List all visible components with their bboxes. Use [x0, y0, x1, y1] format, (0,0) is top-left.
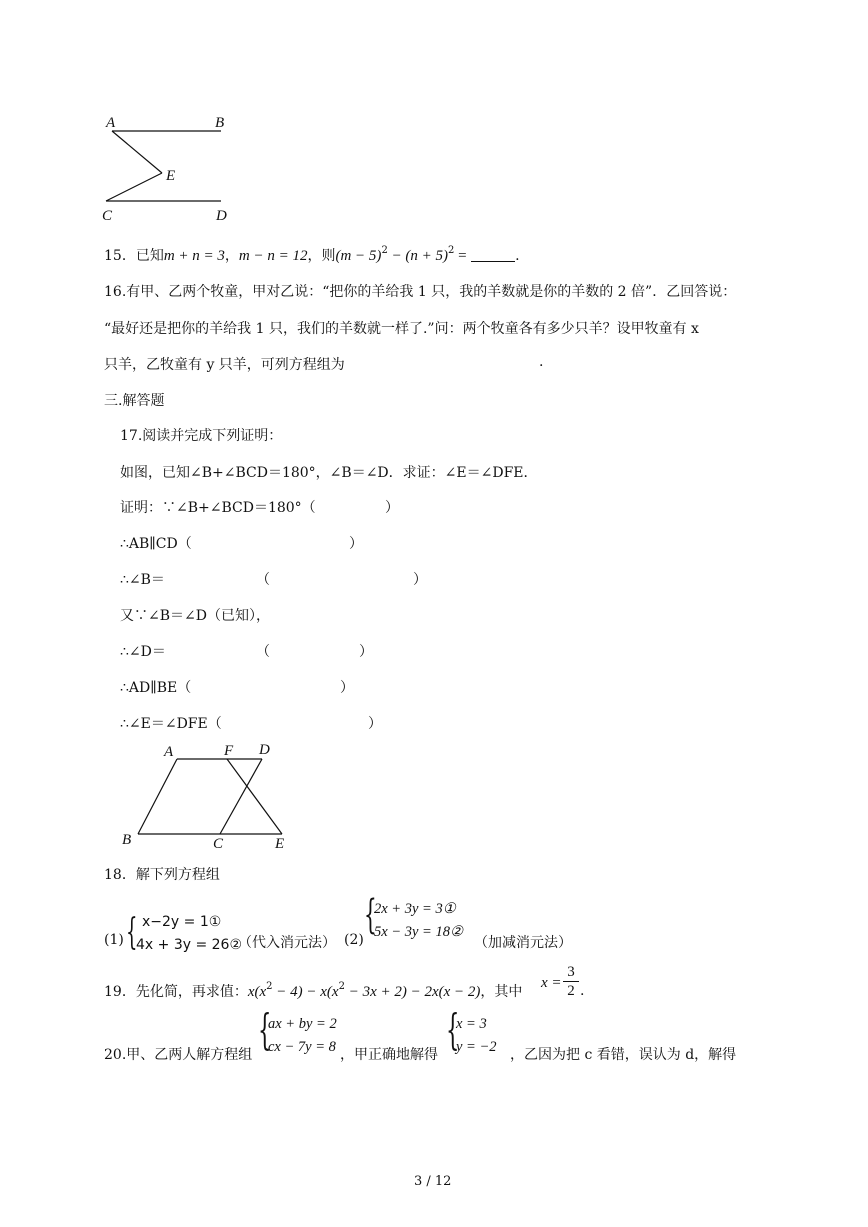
q17-step5-close: ） — [359, 644, 373, 660]
q15-sep: ， — [224, 248, 239, 264]
q19-denominator: 2 — [567, 983, 575, 999]
fig2-label-f: F — [224, 743, 234, 759]
q19-expr-a: x(x — [247, 984, 267, 1000]
q18-part1-brace: { — [126, 912, 138, 953]
q17-step5: ∴∠D＝ — [120, 644, 166, 660]
q20-system — [268, 1013, 337, 1059]
q17-step2-close: ） — [349, 536, 363, 552]
q19-fraction — [563, 963, 579, 1000]
q15-end: . — [515, 248, 520, 264]
fig2-label-d: D — [259, 742, 270, 758]
q20-tail: ，乙因为把 c 看错，误认为 d，解得 — [510, 1047, 737, 1063]
q15-prefix: 15．已知 — [104, 248, 164, 264]
q20-sol1: x = 3 — [456, 1016, 487, 1032]
fig2-label-c: C — [213, 836, 224, 852]
q19-where: ，其中 — [480, 984, 523, 1000]
label-d: D — [216, 208, 227, 224]
q15-exp2: 2 — [448, 245, 455, 256]
q18-part2-brace: { — [364, 892, 377, 938]
q18-part2-eq2: 5x − 3y = 18② — [374, 924, 463, 940]
q19-x-eq: x = — [541, 975, 562, 991]
q17-step6: ∴AD∥BE（ — [120, 680, 192, 696]
figure-ab-cd-e — [96, 110, 246, 225]
question-16-line1: 16.有甲、乙两个牧童，甲对乙说：“把你的羊给我 1 只，我的羊数就是你的羊数的 2 倍”．乙回答说： — [104, 284, 737, 300]
q17-step3-open: （ — [256, 572, 270, 588]
q19-expr-c: − 3x + 2) − 2x(x − 2) — [344, 984, 481, 1000]
question-16-line3: 只羊，乙牧童有 y 只羊，可列方程组为 — [104, 357, 345, 373]
label-e: E — [166, 168, 176, 184]
q17-step1-close: ） — [385, 500, 399, 516]
q19-expr-b: − 4) − x(x — [272, 984, 339, 1000]
q19-end: . — [580, 983, 585, 999]
q17-step1: 证明：∵∠B+∠BCD＝180°（ — [120, 500, 316, 516]
q18-part1-eq1: x−2y = 1① — [142, 914, 222, 930]
q19-exp-b: 2 — [338, 981, 345, 992]
figure-abcdef — [118, 740, 298, 855]
fig2-label-a: A — [164, 744, 174, 760]
q18-part2-method: （加减消元法） — [474, 935, 572, 951]
q18-part1-method: （代入消元法） — [238, 935, 336, 951]
question-19 — [104, 981, 522, 1001]
q17-step7-close: ） — [368, 716, 382, 732]
q19-prefix: 19．先化简，再求值： — [104, 984, 248, 1000]
q20-mid: ，甲正确地解得 — [340, 1047, 438, 1063]
q18-part1-system — [136, 911, 242, 957]
q19-exp-a: 2 — [266, 981, 273, 992]
q20-sol2: y = −2 — [456, 1039, 497, 1055]
label-b: B — [215, 115, 225, 131]
q18-part2-label: (2) — [344, 932, 364, 948]
q18-title: 18．解下列方程组 — [104, 867, 220, 883]
q15-expr: (m − 5) — [335, 248, 382, 264]
q17-given: 如图，已知∠B+∠BCD＝180°，∠B＝∠D．求证：∠E＝∠DFE． — [120, 465, 538, 481]
q17-step4: 又∵∠B＝∠D（已知）， — [120, 608, 270, 624]
q17-step7: ∴∠E＝∠DFE（ — [120, 716, 222, 732]
q15-minus: − (n + 5) — [387, 248, 449, 264]
q17-step3-close: ） — [413, 572, 427, 588]
question-16-line2: “最好还是把你的羊给我 1 只，我们的羊数就一样了.”问：两个牧童各有多少只羊？设甲牧童有 x — [104, 321, 699, 337]
q15-cond2: m − n = 12 — [238, 248, 308, 264]
q17-step6-close: ） — [340, 680, 354, 696]
q17-step5-open: （ — [256, 644, 270, 660]
q17-title: 17.阅读并完成下列证明： — [120, 428, 283, 444]
q15-answer-blank[interactable] — [471, 249, 515, 262]
q15-cond1: m + n = 3 — [163, 248, 225, 264]
fig2-label-b: B — [122, 832, 132, 848]
fig2-label-e: E — [275, 836, 285, 852]
q18-part2-eq1: 2x + 3y = 3① — [374, 901, 456, 917]
q18-part1-eq2: 4x + 3y = 26② — [136, 937, 243, 953]
q15-eq: = — [454, 248, 467, 264]
q20-eq1: ax + by = 2 — [268, 1016, 337, 1032]
question-15 — [104, 245, 520, 265]
page-number: 3 / 12 — [414, 1174, 452, 1189]
q15-exp1: 2 — [381, 245, 388, 256]
question-16-end: . — [539, 354, 544, 370]
label-c: C — [102, 208, 113, 224]
label-a: A — [106, 115, 116, 131]
q18-part2-system — [374, 898, 463, 944]
q20-eq2: cx − 7y = 8 — [268, 1039, 336, 1055]
q17-step3: ∴∠B＝ — [120, 572, 165, 588]
q20-solution — [456, 1013, 497, 1059]
section-heading: 三.解答题 — [104, 393, 165, 409]
q20-solution-brace: { — [446, 1005, 460, 1054]
q15-then: ，则 — [307, 248, 336, 264]
q17-step2: ∴AB∥CD（ — [120, 536, 192, 552]
q20-system-brace: { — [258, 1005, 272, 1054]
q19-numerator: 3 — [563, 963, 579, 982]
q20-prefix: 20.甲、乙两人解方程组 — [104, 1047, 253, 1063]
q18-part1-label: (1) — [104, 932, 124, 948]
